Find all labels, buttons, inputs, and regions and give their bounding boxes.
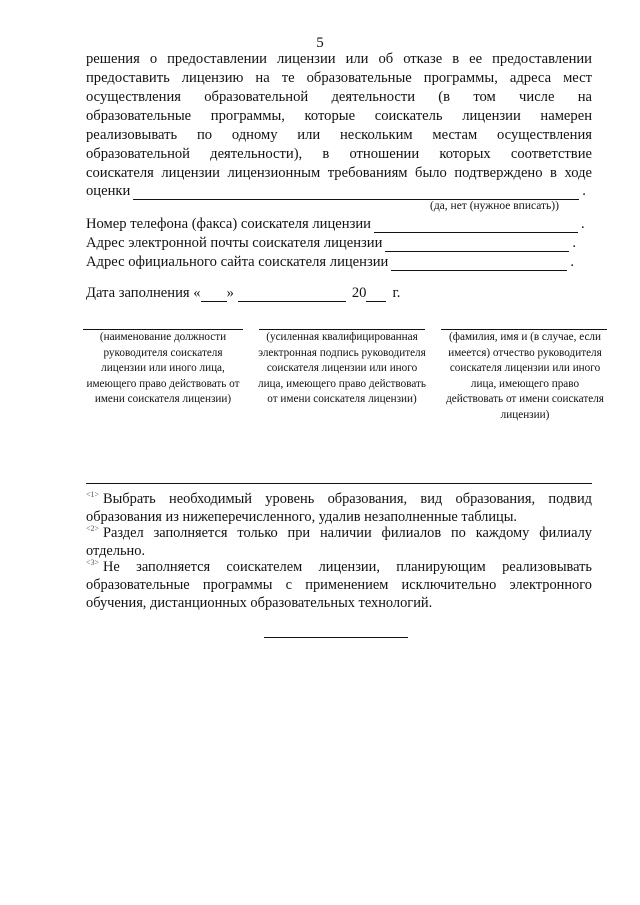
assessment-hint: (да, нет (нужное вписать)) (430, 200, 559, 212)
email-label: Адрес электронной почты соискателя лицензии (86, 235, 383, 251)
paragraph-line: образовательные программы, которые соискатель лицензии намерен (86, 108, 592, 124)
phone-period: . (580, 216, 585, 232)
main-paragraph (86, 50, 592, 183)
page-number: 5 (316, 35, 324, 51)
phone-row (86, 214, 592, 233)
footnote-text: Раздел заполняется только при наличии филиалов по каждому филиалу (103, 524, 592, 541)
date-close-quote: » (226, 285, 234, 301)
date-year-suffix: г. (392, 285, 401, 301)
website-row (86, 252, 592, 271)
footnote-text: образования из нижеперечисленного, удалив незаполненные таблицы. (86, 508, 518, 525)
footnote-3 (86, 554, 592, 612)
website-label: Адрес официального сайта соискателя лицензии (86, 254, 389, 270)
paragraph-line: реализовывать по одному или нескольким местам осуществления (86, 127, 592, 143)
assessment-period: . (582, 183, 586, 199)
email-row (86, 233, 592, 252)
position-caption: (наименование должности руководителя соискателя лицензии или иного лица, имеющего право действовать от имени соискателя лицензии) (86, 331, 240, 405)
footnote-text: Выбрать необходимый уровень образования, вид образования, подвид (103, 490, 592, 507)
footnote-marker: <1> (86, 490, 100, 499)
footnote-text: отдельно. (86, 542, 146, 559)
paragraph-line: образовательной деятельности), в отношении которых соответствие (86, 146, 592, 162)
footnote-text: Не заполняется соискателем лицензии, планирующим реализовывать (103, 558, 592, 575)
phone-field[interactable] (374, 218, 578, 233)
date-year-prefix: 20 (351, 285, 367, 301)
paragraph-line: соискателя лицензии лицензионным требованиям было подтверждено в ходе (86, 165, 592, 181)
email-period: . (572, 235, 577, 251)
date-month-field[interactable] (238, 287, 346, 302)
date-row (86, 283, 426, 302)
paragraph-line: осуществления образовательной деятельности (в том числе на (86, 89, 592, 105)
date-day-field[interactable] (201, 287, 227, 302)
footnote-marker: <2> (86, 524, 100, 533)
website-field[interactable] (391, 256, 567, 271)
phone-label: Номер телефона (факса) соискателя лицензии (86, 216, 371, 232)
date-year-field[interactable] (366, 287, 386, 302)
footnote-text: обучения, дистанционных образовательных технологий. (86, 594, 433, 611)
fullname-caption: (фамилия, имя и (в случае, если имеется) отчество руководителя соискателя лицензии или иного лица, имеющего право действовать от имени соискателя лицензии) (446, 331, 604, 421)
paragraph-line: решения о предоставлении лицензии или об отказе в ее предоставлении (86, 51, 592, 67)
footnote-text: образовательные программы с применением исключительно электронного (86, 576, 592, 593)
footnote-separator (86, 483, 592, 484)
end-rule (264, 637, 408, 638)
date-label: Дата заполнения « (86, 285, 201, 301)
paragraph-line: предоставить лицензию на те образовательные программы, адреса мест (86, 70, 592, 86)
email-field[interactable] (385, 237, 569, 252)
assessment-label: оценки (86, 183, 131, 199)
footnote-marker: <3> (86, 558, 100, 567)
digital-signature-caption: (усиленная квалифицированная электронная подпись руководителя соискателя лицензии или иного лица, имеющего право действовать от имени соискателя лицензии) (257, 331, 427, 405)
website-period: . (570, 254, 575, 270)
assessment-row (86, 181, 592, 200)
assessment-field[interactable] (133, 185, 579, 200)
